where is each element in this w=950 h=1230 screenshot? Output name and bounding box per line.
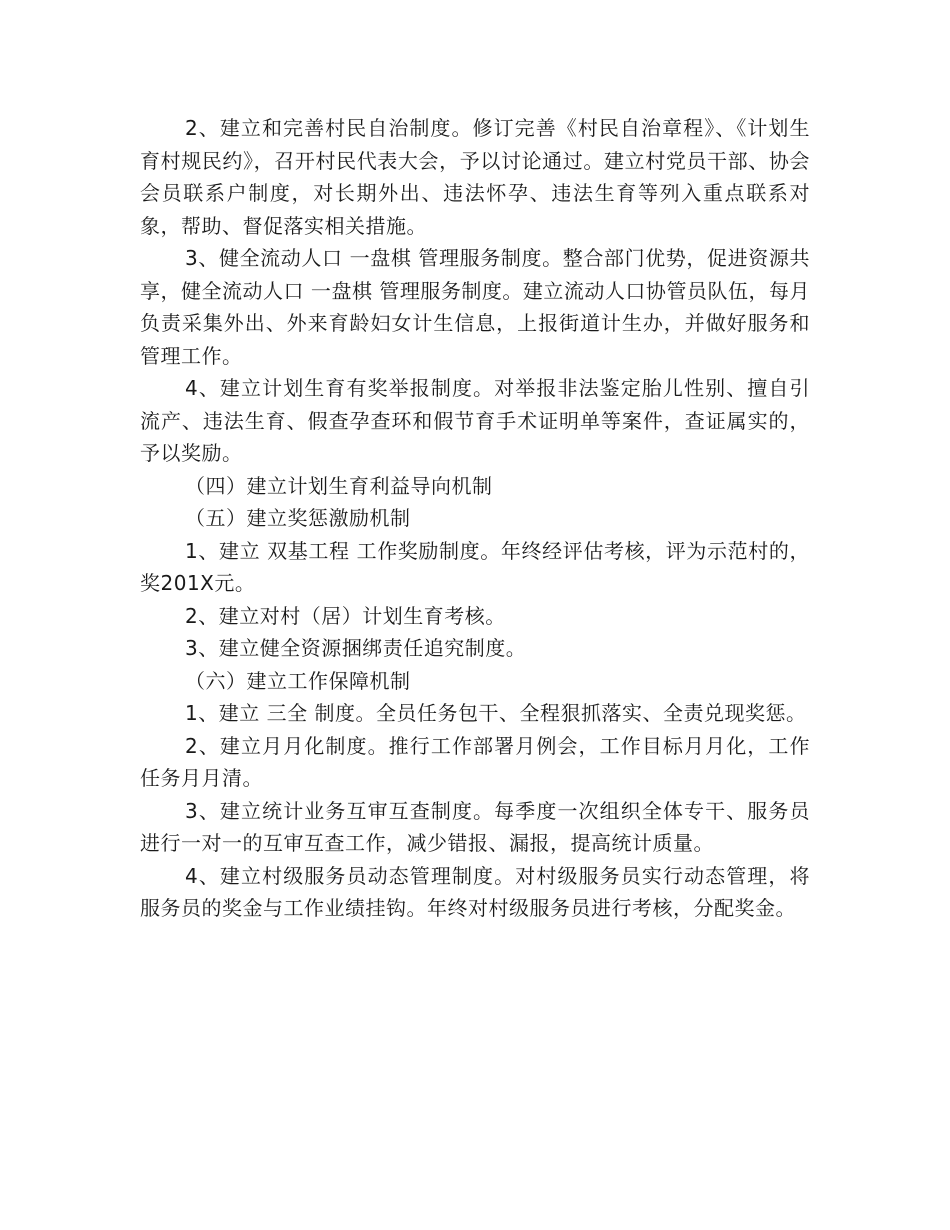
section-heading-4: （四）建立计划生育利益导向机制 [185, 473, 493, 498]
section-heading-5: （五）建立奖惩激励机制 [185, 506, 411, 530]
paragraph-double-base-award: 1、建立 双基工程 工作奖励制度。年终经评估考核，评为示范村的，奖201X元。 [140, 538, 810, 595]
paragraph-three-full-system: 1、建立 三全 制度。全员任务包干、全程狠抓落实、全责兑现奖惩。 [185, 701, 807, 725]
section-heading-6: （六）建立工作保障机制 [185, 668, 411, 693]
paragraph-accountability: 3、建立健全资源捆绑责任追究制度。 [185, 636, 527, 660]
paragraph-reward-reporting: 4、建立计划生育有奖举报制度。对举报非法鉴定胎儿性别、擅自引流产、违法生育、假查孕查环和假节育手术证明单等案件，查证属实的，予以奖励。 [140, 376, 810, 465]
paragraph-floating-population: 3、健全流动人口 一盘棋 管理服务制度。整合部门优势，促进资源共享，健全流动人口 一盘棋 管理服务制度。建立流动人口协管员队伍，每月负责采集外出、外来育龄妇女计生信息，上报街道计生办，并做好服务和管理工作。 [140, 246, 810, 368]
paragraph-statistics-review: 3、建立统计业务互审互查制度。每季度一次组织全体专干、服务员进行一对一的互审互查工作，减少错报、漏报，提高统计质量。 [140, 798, 810, 855]
document-body [140, 112, 810, 925]
paragraph-staff-management: 4、建立村级服务员动态管理制度。对村级服务员实行动态管理，将服务员的奖金与工作业绩挂钩。年终对村级服务员进行考核，分配奖金。 [140, 863, 810, 920]
paragraph-village-assessment: 2、建立对村（居）计划生育考核。 [185, 603, 506, 628]
paragraph-village-self-governance: 2、建立和完善村民自治制度。修订完善《村民自治章程》、《计划生育村规民约》，召开村民代表大会，予以讨论通过。建立村党员干部、协会会员联系户制度，对长期外出、违法怀孕、违法生育等列入重点联系对象，帮助、督促落实相关措施。 [140, 116, 810, 238]
paragraph-monthly-system: 2、建立月月化制度。推行工作部署月例会，工作目标月月化，工作任务月月清。 [140, 733, 810, 790]
